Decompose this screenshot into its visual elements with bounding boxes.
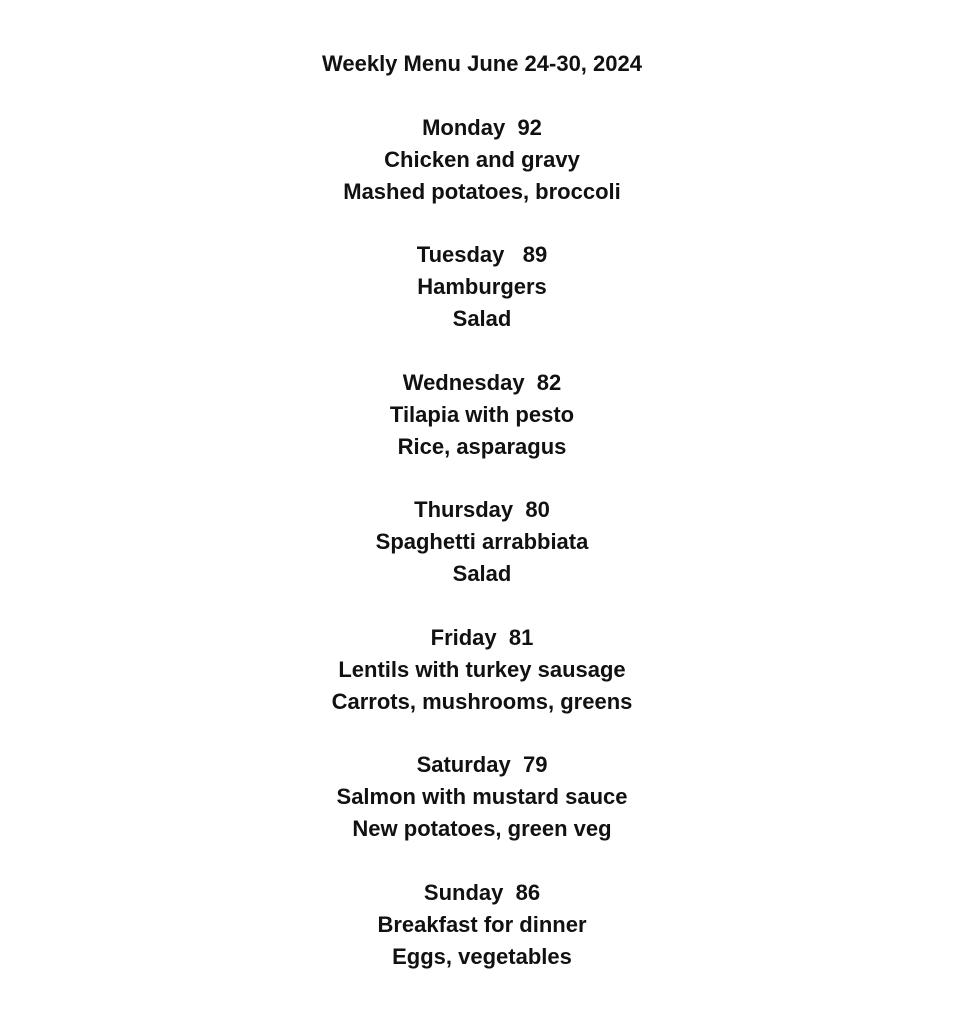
main-dish: Salmon with mustard sauce (336, 784, 628, 809)
day-temperature: 80 (525, 497, 550, 522)
day-name: Wednesday (402, 369, 525, 395)
day-temperature: 86 (515, 879, 541, 905)
day-name: Saturday (416, 752, 511, 777)
menu-document (0, 48, 964, 973)
main-dish: Chicken and gravy (384, 146, 580, 172)
day-temperature: 89 (522, 242, 548, 267)
main-dish: Tilapia with pesto (389, 401, 575, 427)
day-heading (0, 112, 964, 144)
side-dishes: Rice, asparagus (397, 433, 567, 459)
day-heading (0, 749, 964, 781)
main-dish: Lentils with turkey sausage (338, 656, 626, 682)
side-dishes: Eggs, vegetables (392, 943, 572, 969)
day-heading (0, 877, 964, 909)
day-block-tuesday (0, 239, 964, 335)
day-heading (0, 494, 964, 526)
main-dish: Hamburgers (417, 274, 547, 299)
day-block-wednesday (0, 367, 964, 463)
day-temperature: 92 (517, 114, 542, 140)
side-dishes: Salad (452, 306, 512, 331)
day-name: Tuesday (416, 242, 505, 267)
side-dishes: Mashed potatoes, broccoli (343, 178, 621, 204)
day-block-friday (0, 622, 964, 718)
day-temperature: 81 (508, 624, 534, 650)
day-name: Friday (430, 624, 497, 650)
day-name: Thursday (414, 497, 514, 522)
day-block-sunday (0, 877, 964, 973)
main-dish: Spaghetti arrabbiata (375, 529, 589, 554)
day-temperature: 82 (536, 369, 562, 395)
day-name: Monday (422, 114, 506, 140)
day-heading (0, 239, 964, 271)
day-temperature: 79 (522, 752, 548, 777)
main-dish: Breakfast for dinner (377, 911, 587, 937)
day-heading (0, 622, 964, 654)
day-name: Sunday (423, 879, 504, 905)
side-dishes: Salad (452, 561, 512, 586)
page-title: Weekly Menu June 24-30, 2024 (322, 51, 642, 76)
side-dishes: New potatoes, green veg (352, 816, 612, 841)
day-block-monday (0, 112, 964, 208)
day-block-saturday (0, 749, 964, 845)
day-heading (0, 367, 964, 399)
day-block-thursday (0, 494, 964, 590)
side-dishes: Carrots, mushrooms, greens (331, 688, 633, 714)
